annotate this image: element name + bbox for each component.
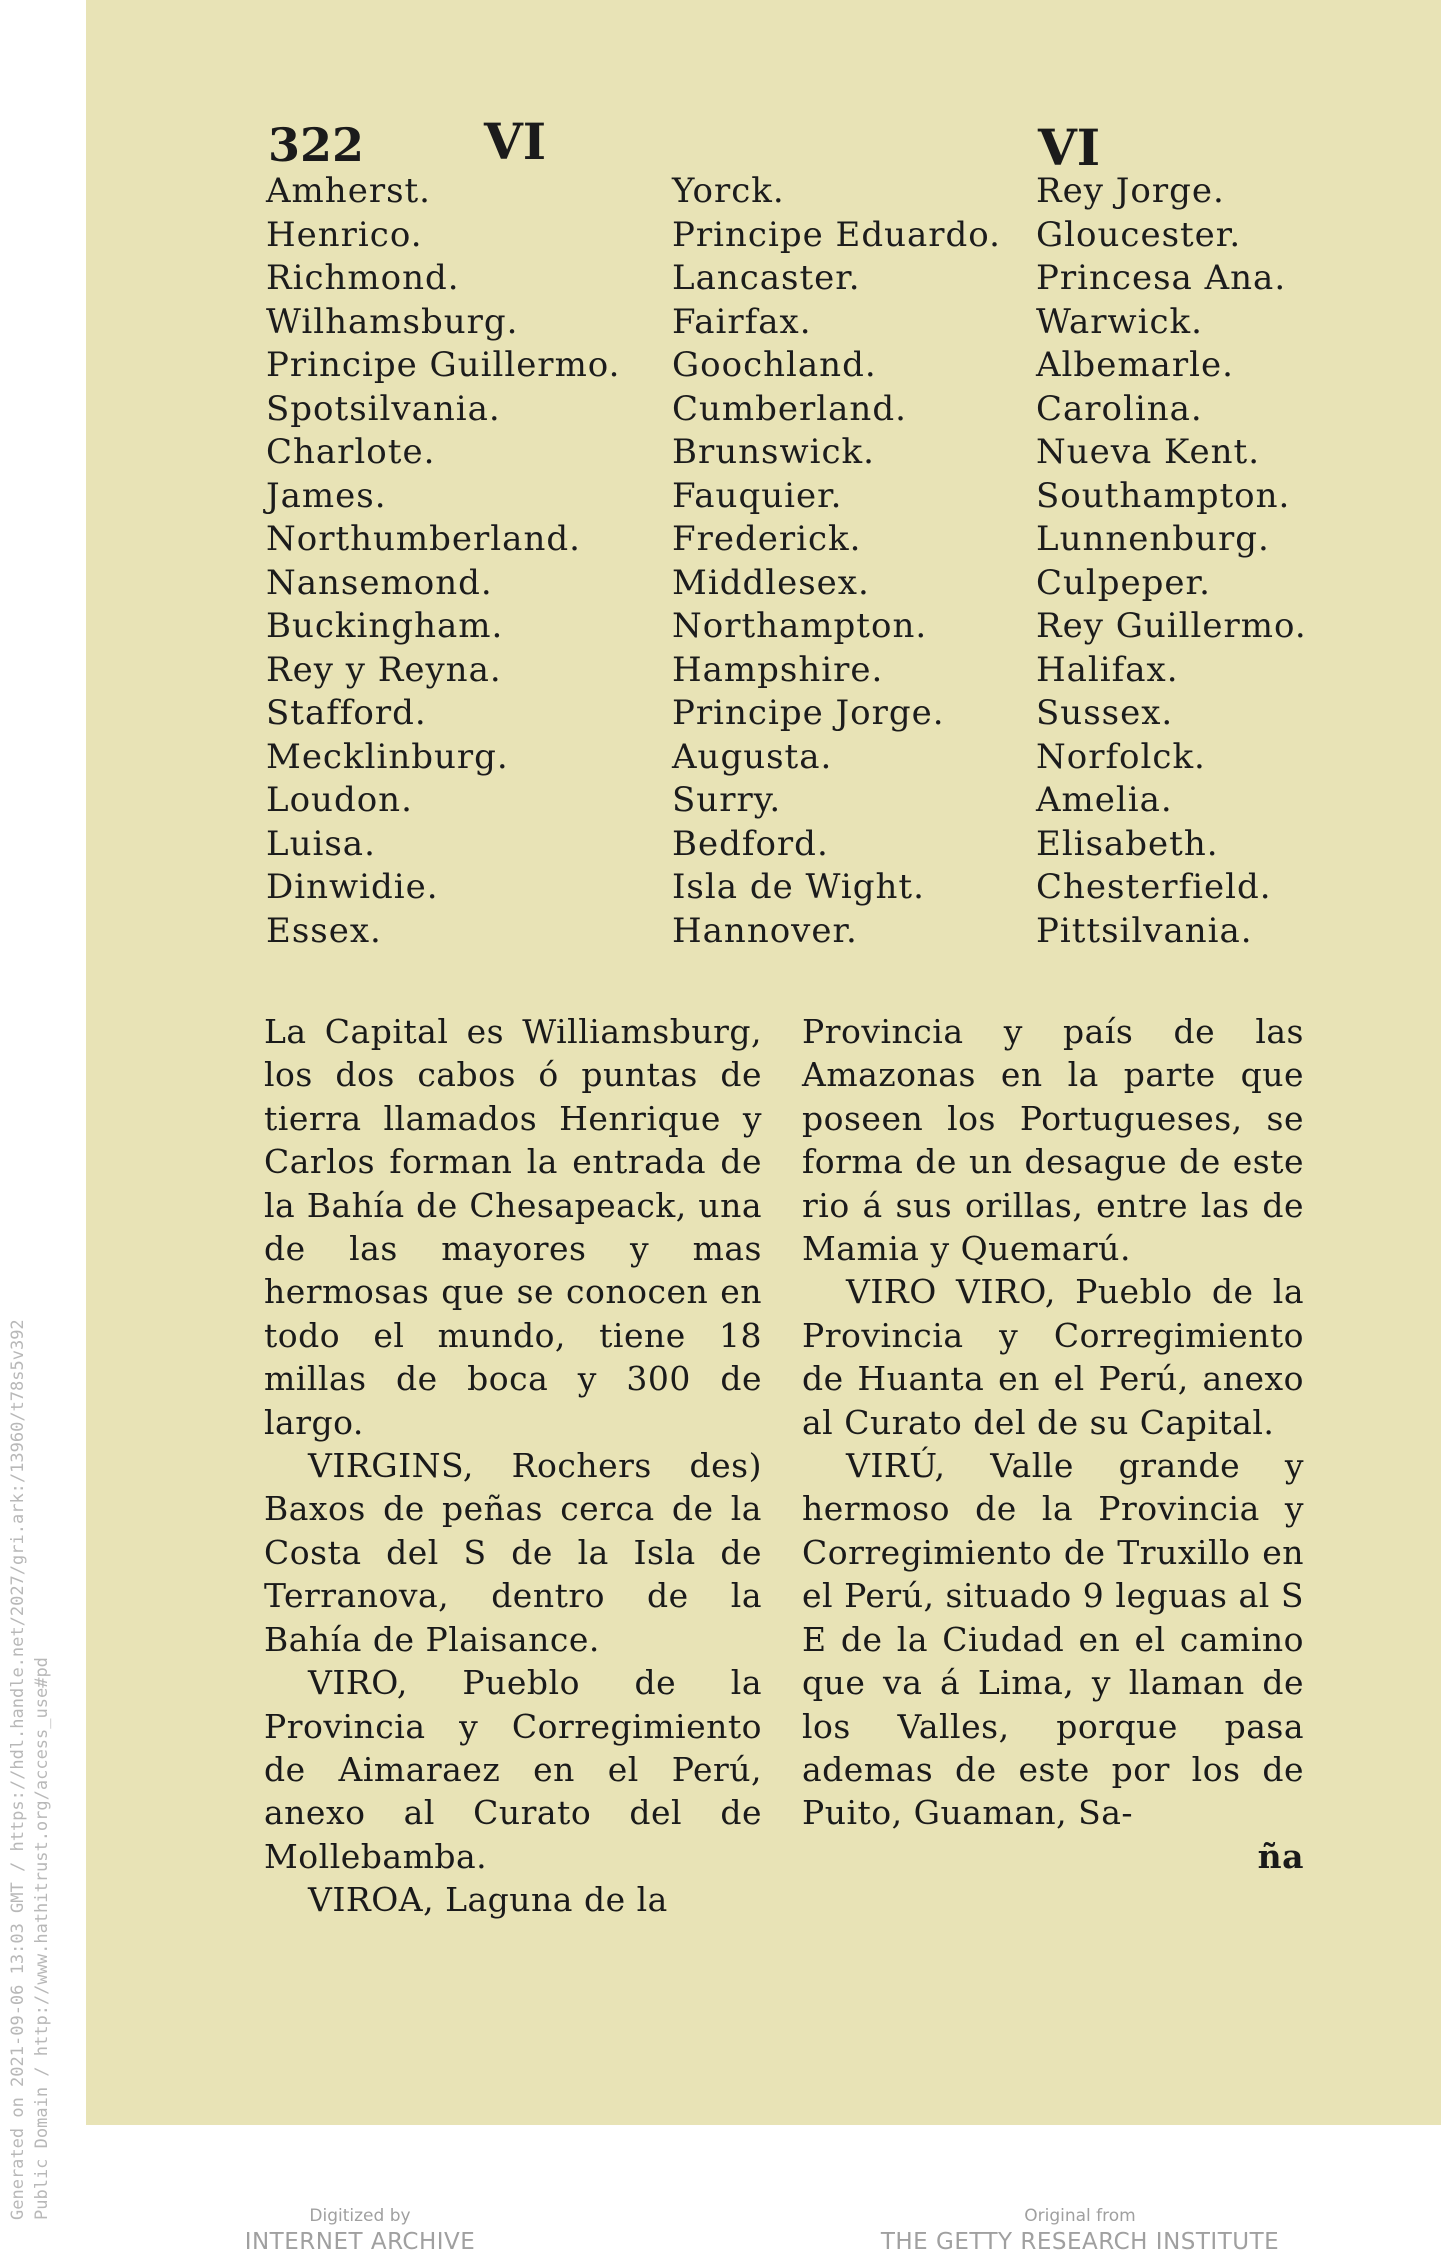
footer-original-from — [870, 2205, 1290, 2257]
county-name: Carolina. — [1036, 388, 1203, 429]
hathitrust-generation-stamp — [6, 1319, 54, 2220]
county-name: James. — [266, 475, 387, 516]
county-name: Principe Guillermo. — [266, 345, 621, 385]
county-name: Fairfax. — [672, 301, 812, 342]
county-list-column-1 — [266, 170, 666, 953]
county-name: Nueva Kent. — [1036, 432, 1261, 472]
county-name: Pittsilvania. — [1036, 910, 1253, 951]
county-name: Halifax. — [1036, 649, 1179, 690]
county-name: Principe Eduardo. — [672, 214, 1001, 255]
entry-viro-viro: VIRO VIRO, Pueblo de la Provincia y Corregimiento de Huanta en el Perú, anexo al Curato del de su Capital. — [802, 1272, 1304, 1442]
county-name: Wilhamsburg. — [266, 301, 519, 342]
running-head-right: VI — [1038, 118, 1101, 177]
text-column-left — [264, 1010, 762, 1922]
county-list-column-2 — [672, 170, 1072, 953]
footer-digitized-label: Digitized by — [309, 2206, 411, 2226]
county-name: Essex. — [266, 910, 382, 951]
county-name: Spotsilvania. — [266, 388, 501, 429]
county-name: Frederick. — [672, 519, 862, 559]
county-name: Gloucester. — [1036, 214, 1242, 255]
running-head-left: VI — [484, 112, 547, 171]
entry-viroa: VIROA, Laguna de la — [308, 1880, 668, 1920]
footer-original-label: Original from — [1024, 2206, 1136, 2226]
county-name: Nansemond. — [266, 562, 493, 603]
county-name: Lunnenburg. — [1036, 519, 1270, 559]
county-name: Loudon. — [266, 780, 413, 820]
county-name: Culpeper. — [1036, 562, 1211, 603]
paragraph-viroa-continued: Provincia y país de las Amazonas en la parte que poseen los Portugueses, se forma de un desague de este rio á sus orillas, entre las de Mamia y Quemarú. — [802, 1012, 1304, 1269]
county-name: Rey y Reyna. — [266, 649, 502, 690]
county-name: Augusta. — [672, 736, 833, 777]
county-name: Mecklinburg. — [266, 736, 509, 777]
county-name: Surry. — [672, 780, 782, 820]
county-name: Lancaster. — [672, 258, 861, 298]
footer-digitized-by — [230, 2205, 490, 2257]
stamp-line-public-domain: Public Domain / http://www.hathitrust.org/access_use#pd — [32, 1657, 52, 2220]
county-name: Charlote. — [266, 432, 436, 472]
county-name: Goochland. — [672, 345, 877, 385]
county-name: Warwick. — [1036, 301, 1203, 342]
paragraph-williamsburg: La Capital es Williamsburg, los dos cabos ó puntas de tierra llamados Henrique y Carlos forman la entrada de la Bahía de Chesapeack, una de las mayores y mas hermosas que se conocen en todo el mundo, tiene 18 millas de boca y 300 de largo. — [264, 1012, 762, 1442]
county-name: Amelia. — [1036, 780, 1173, 820]
county-name: Norfolck. — [1036, 736, 1206, 777]
county-name: Principe Jorge. — [672, 693, 945, 733]
county-name: Henrico. — [266, 214, 423, 255]
catchword: ña — [1257, 1836, 1304, 1876]
county-name: Chesterfield. — [1036, 867, 1272, 907]
county-name: Stafford. — [266, 693, 427, 733]
county-name: Hampshire. — [672, 649, 884, 690]
getty-institute-logo-text: THE GETTY RESEARCH INSTITUTE — [880, 2229, 1280, 2255]
county-name: Rey Guillermo. — [1036, 606, 1307, 646]
county-name: Rey Jorge. — [1036, 171, 1225, 211]
county-name: Isla de Wight. — [672, 867, 925, 907]
county-name: Yorck. — [672, 171, 785, 211]
county-name: Northampton. — [672, 606, 928, 646]
entry-viru: VIRÚ, Valle grande y hermoso de la Provincia y Corregimiento de Truxillo en el Perú, situado 9 leguas al S E de la Ciudad en el camino que va á Lima, y llaman de los Valles, porque pasa ademas de este por los de Puito, Guaman, Sa- — [802, 1446, 1304, 1833]
county-name: Brunswick. — [672, 432, 875, 472]
county-name: Hannover. — [672, 910, 858, 951]
stamp-line-generated: Generated on 2021-09-06 13:03 GMT / https://hdl.handle.net/2027/gri.ark:/13960/t78s5v392 — [8, 1319, 28, 2220]
county-name: Cumberland. — [672, 388, 907, 429]
county-name: Elisabeth. — [1036, 823, 1219, 864]
county-name: Fauquier. — [672, 475, 843, 516]
county-name: Southampton. — [1036, 475, 1291, 516]
entry-viro: VIRO, Pueblo de la Provincia y Corregimiento de Aimaraez en el Perú, anexo al Curato del de Mollebamba. — [264, 1663, 762, 1876]
county-name: Middlesex. — [672, 562, 870, 603]
county-name: Bedford. — [672, 823, 829, 864]
county-name: Northumberland. — [266, 519, 581, 559]
county-name: Luisa. — [266, 823, 376, 864]
county-name: Dinwidie. — [266, 867, 439, 907]
county-name: Richmond. — [266, 258, 460, 298]
county-list-column-3 — [1036, 170, 1436, 953]
entry-virgins: VIRGINS, Rochers des) Baxos de peñas cerca de la Costa del S de la Isla de Terranova, dentro de la Bahía de Plaisance. — [264, 1446, 762, 1659]
text-column-right — [802, 1010, 1304, 1878]
page-number: 322 — [268, 118, 365, 172]
county-name: Albemarle. — [1036, 345, 1234, 385]
county-name: Buckingham. — [266, 606, 504, 646]
county-name: Sussex. — [1036, 693, 1174, 733]
county-name: Princesa Ana. — [1036, 258, 1287, 298]
county-name: Amherst. — [266, 171, 431, 211]
internet-archive-logo-text: INTERNET ARCHIVE — [244, 2229, 476, 2255]
